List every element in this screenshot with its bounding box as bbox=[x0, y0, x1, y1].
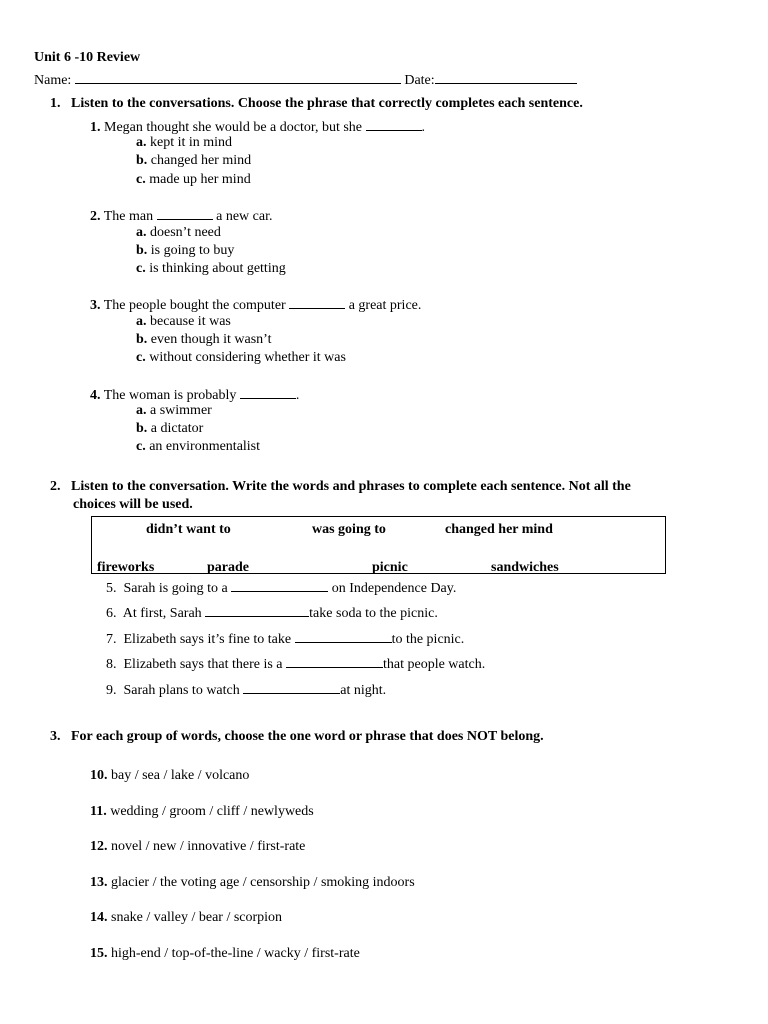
option[interactable] bbox=[136, 313, 231, 331]
option-letter: b. bbox=[136, 153, 148, 168]
item-text: bay / sea / lake / volcano bbox=[111, 768, 250, 783]
option-letter: c. bbox=[136, 439, 146, 454]
option-text: even though it wasn’t bbox=[150, 332, 272, 347]
item-text: Elizabeth says that there is a bbox=[123, 657, 283, 672]
group-item-12 bbox=[90, 838, 305, 856]
section1-number: 1. bbox=[50, 96, 61, 111]
question-text: The woman is probably bbox=[103, 388, 237, 403]
option-letter: b. bbox=[136, 243, 148, 258]
group-item-15 bbox=[90, 945, 360, 963]
question-text-after: . bbox=[295, 388, 300, 403]
word-bank-item: was going to bbox=[312, 522, 386, 537]
item-text: snake / valley / bear / scorpion bbox=[111, 910, 283, 925]
section2-instruction: Listen to the conversation. Write the words and phrases to complete each sentence. Not all the bbox=[71, 479, 631, 494]
group-item-14 bbox=[90, 909, 282, 927]
question-text: Megan thought she would be a doctor, but she bbox=[104, 120, 363, 135]
fill-item-8 bbox=[106, 654, 485, 674]
option-letter: c. bbox=[136, 261, 146, 276]
question-number: 2. bbox=[90, 209, 101, 224]
item-text-after: at night. bbox=[340, 683, 387, 698]
option-letter: c. bbox=[136, 350, 146, 365]
option-text: made up her mind bbox=[149, 172, 251, 187]
option-letter: a. bbox=[136, 314, 147, 329]
option-text: changed her mind bbox=[150, 153, 252, 168]
question-3 bbox=[90, 295, 421, 315]
option-text: a swimmer bbox=[150, 403, 212, 418]
item-text-after: to the picnic. bbox=[391, 632, 465, 647]
item-number: 15. bbox=[90, 946, 108, 961]
item-number: 7. bbox=[106, 632, 117, 647]
option[interactable] bbox=[136, 420, 203, 438]
question-number: 1. bbox=[90, 120, 101, 135]
section3-number: 3. bbox=[50, 729, 61, 744]
option[interactable] bbox=[136, 331, 271, 349]
word-bank-item: sandwiches bbox=[491, 560, 559, 575]
item-text: high-end / top-of-the-line / wacky / first-rate bbox=[111, 946, 360, 961]
option-text: without considering whether it was bbox=[149, 350, 346, 365]
section2-heading bbox=[50, 478, 631, 496]
section1-instruction: Listen to the conversations. Choose the phrase that correctly completes each sentence. bbox=[71, 96, 583, 111]
answer-blank[interactable] bbox=[243, 680, 340, 694]
option-letter: b. bbox=[136, 332, 148, 347]
item-number: 14. bbox=[90, 910, 108, 925]
option[interactable] bbox=[136, 349, 346, 367]
item-number: 12. bbox=[90, 839, 108, 854]
worksheet-title: Unit 6 -10 Review bbox=[34, 50, 141, 65]
option[interactable] bbox=[136, 171, 251, 189]
date-label: Date: bbox=[404, 73, 435, 88]
item-number: 11. bbox=[90, 804, 107, 819]
answer-blank[interactable] bbox=[205, 603, 309, 617]
answer-blank[interactable] bbox=[366, 117, 422, 131]
group-item-10 bbox=[90, 767, 249, 785]
item-text: Elizabeth says it’s fine to take bbox=[123, 632, 292, 647]
option-letter: b. bbox=[136, 421, 148, 436]
item-number: 6. bbox=[106, 606, 117, 621]
option[interactable] bbox=[136, 402, 212, 420]
fill-item-7 bbox=[106, 629, 464, 649]
word-bank-item: fireworks bbox=[97, 560, 155, 575]
option-text: a dictator bbox=[150, 421, 204, 436]
option[interactable] bbox=[136, 242, 234, 260]
section3-instruction: For each group of words, choose the one word or phrase that does NOT belong. bbox=[71, 729, 544, 744]
question-text: The people bought the computer bbox=[103, 298, 286, 313]
name-row bbox=[34, 70, 577, 90]
name-blank[interactable] bbox=[75, 70, 401, 84]
section2-instruction-continued: choices will be used. bbox=[73, 497, 193, 512]
item-number: 10. bbox=[90, 768, 108, 783]
item-text: glacier / the voting age / censorship / smoking indoors bbox=[111, 875, 415, 890]
item-number: 9. bbox=[106, 683, 117, 698]
option-letter: a. bbox=[136, 225, 147, 240]
fill-item-6 bbox=[106, 603, 438, 623]
group-item-13 bbox=[90, 874, 415, 892]
word-bank-item: didn’t want to bbox=[146, 522, 231, 537]
item-number: 5. bbox=[106, 581, 117, 596]
date-blank[interactable] bbox=[435, 70, 577, 84]
section2-number: 2. bbox=[50, 479, 61, 494]
option[interactable] bbox=[136, 152, 251, 170]
item-number: 13. bbox=[90, 875, 108, 890]
section3-heading bbox=[50, 728, 544, 746]
option[interactable] bbox=[136, 224, 221, 242]
item-text: At first, Sarah bbox=[122, 606, 202, 621]
question-number: 3. bbox=[90, 298, 101, 313]
word-bank-item: changed her mind bbox=[445, 522, 553, 537]
option[interactable] bbox=[136, 438, 260, 456]
option-text: is thinking about getting bbox=[149, 261, 286, 276]
item-text-after: that people watch. bbox=[383, 657, 486, 672]
word-bank-item: parade bbox=[207, 560, 249, 575]
question-text-after: . bbox=[421, 120, 426, 135]
option-letter: a. bbox=[136, 403, 147, 418]
answer-blank[interactable] bbox=[157, 206, 213, 220]
fill-item-9 bbox=[106, 680, 386, 700]
group-item-11 bbox=[90, 803, 314, 821]
section1-heading bbox=[50, 95, 583, 113]
item-text: Sarah is going to a bbox=[123, 581, 228, 596]
option-text: kept it in mind bbox=[150, 135, 233, 150]
fill-item-5 bbox=[106, 578, 456, 598]
answer-blank[interactable] bbox=[231, 578, 328, 592]
item-text: wedding / groom / cliff / newlyweds bbox=[110, 804, 314, 819]
answer-blank[interactable] bbox=[240, 385, 296, 399]
item-text-after: take soda to the picnic. bbox=[309, 606, 438, 621]
name-label: Name: bbox=[34, 73, 72, 88]
question-text-after: a new car. bbox=[216, 209, 273, 224]
item-text: novel / new / innovative / first-rate bbox=[111, 839, 306, 854]
option[interactable] bbox=[136, 134, 232, 152]
answer-blank[interactable] bbox=[295, 629, 392, 643]
option[interactable] bbox=[136, 260, 286, 278]
answer-blank[interactable] bbox=[289, 295, 345, 309]
item-number: 8. bbox=[106, 657, 117, 672]
question-text: The man bbox=[103, 209, 154, 224]
option-text: an environmentalist bbox=[149, 439, 261, 454]
option-letter: a. bbox=[136, 135, 147, 150]
question-text-after: a great price. bbox=[348, 298, 422, 313]
option-letter: c. bbox=[136, 172, 146, 187]
item-text: Sarah plans to watch bbox=[123, 683, 240, 698]
question-number: 4. bbox=[90, 388, 101, 403]
option-text: doesn’t need bbox=[150, 225, 221, 240]
option-text: is going to buy bbox=[150, 243, 235, 258]
item-text-after: on Independence Day. bbox=[331, 581, 457, 596]
option-text: because it was bbox=[150, 314, 231, 329]
word-bank-item: picnic bbox=[372, 560, 408, 575]
answer-blank[interactable] bbox=[286, 654, 383, 668]
question-2 bbox=[90, 206, 272, 226]
